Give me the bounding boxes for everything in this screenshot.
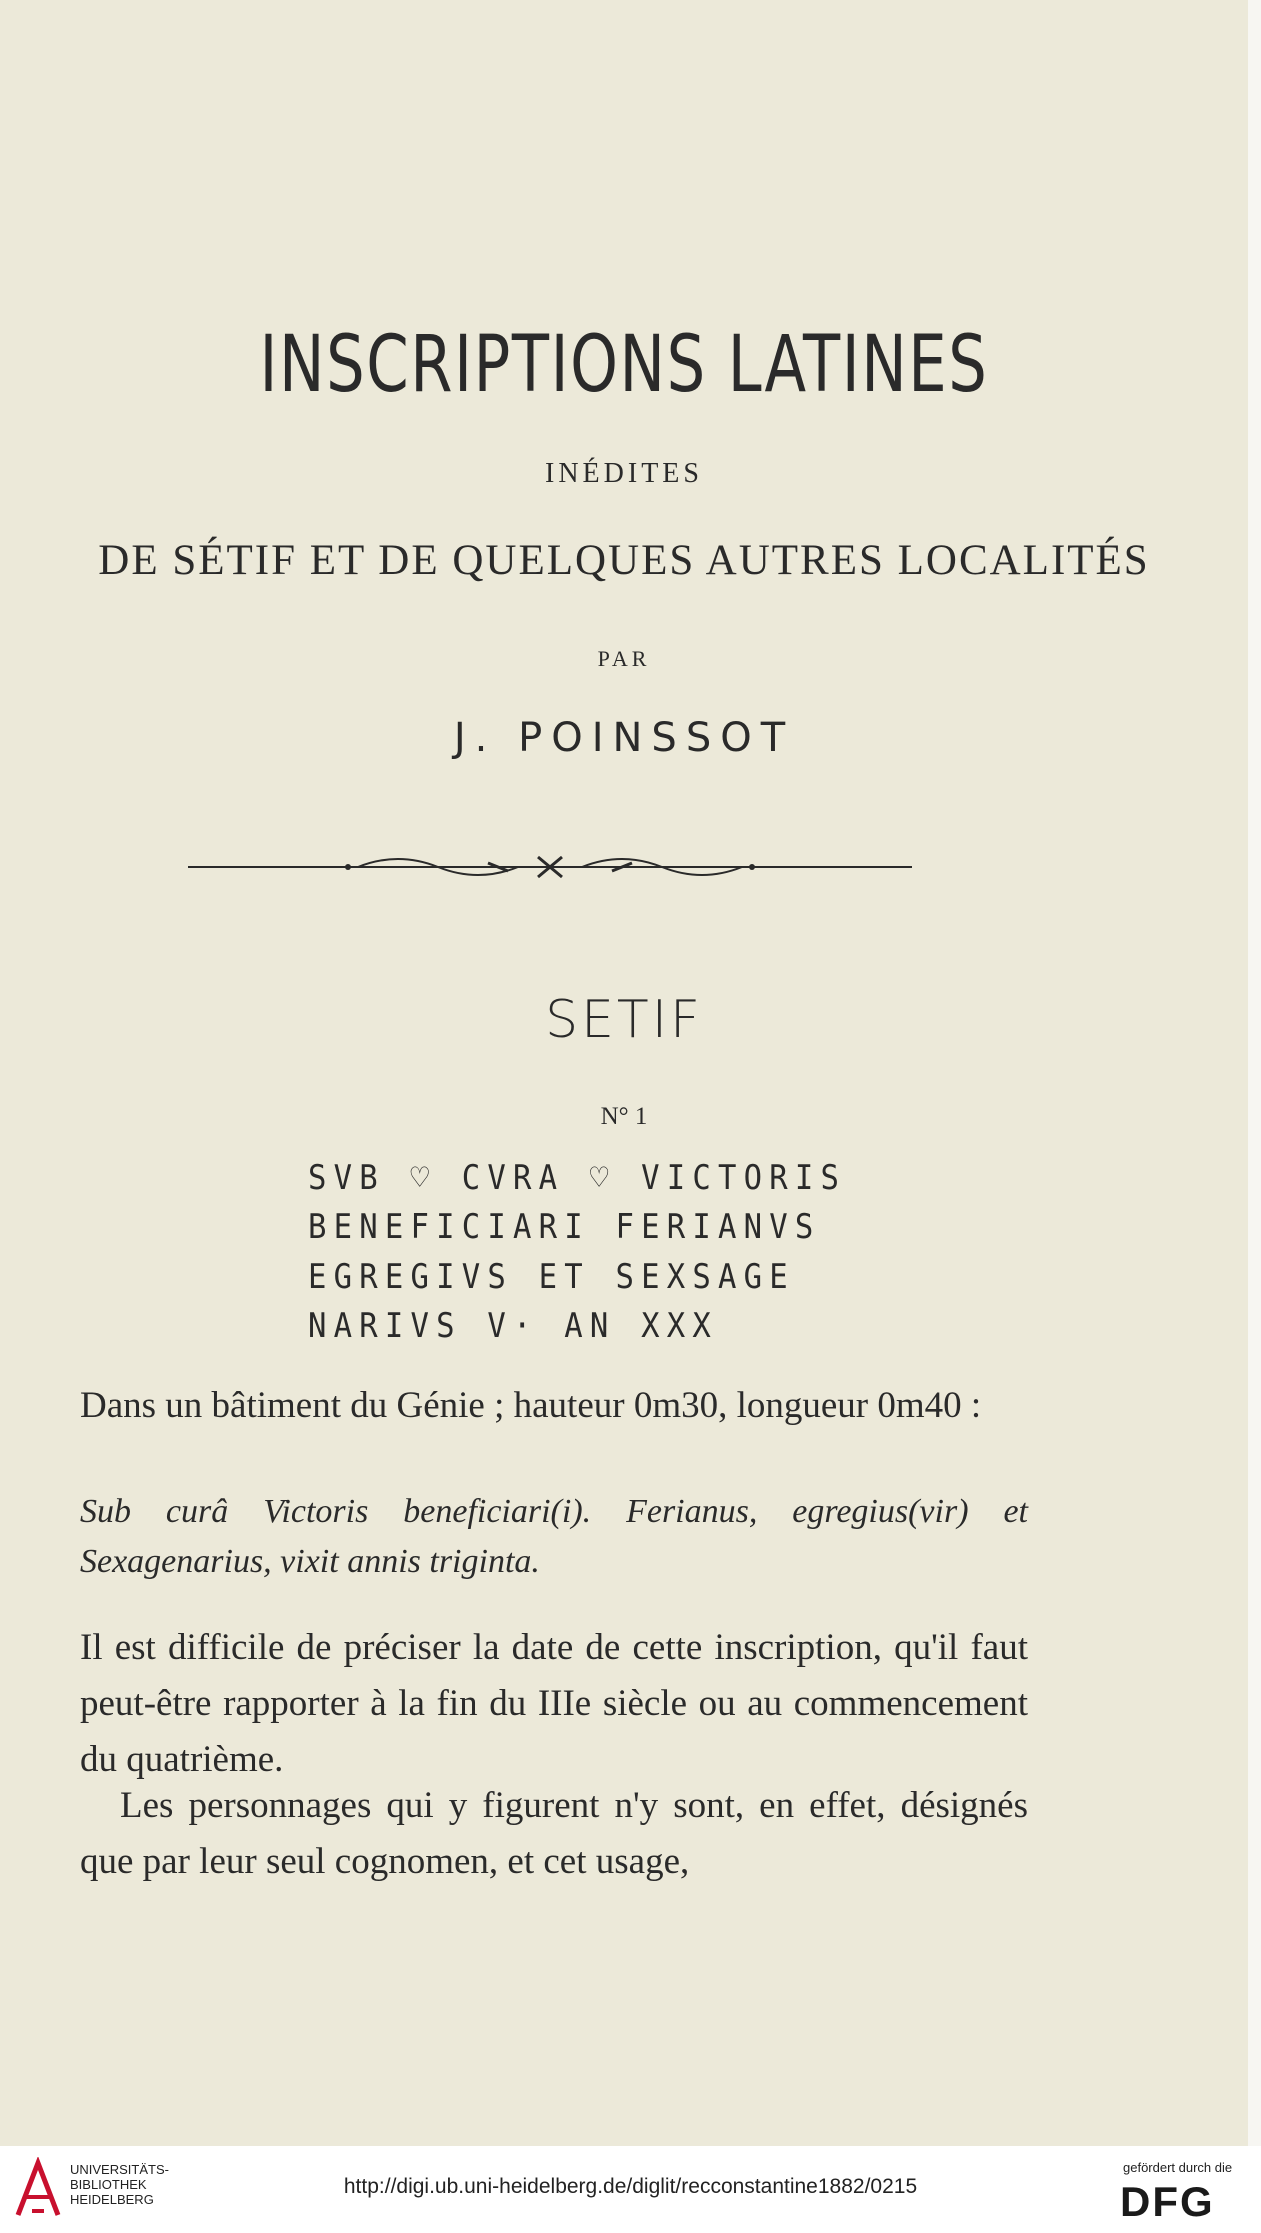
inscription-line: NARIVS V· AN XXX [308, 1306, 718, 1346]
permalink-url[interactable]: http://digi.ub.uni-heidelberg.de/diglit/recconstantine1882/0215 [343, 2175, 918, 2198]
document-title: INSCRIPTIONS LATINES [259, 320, 989, 410]
dfg-logo: DFG [1120, 2178, 1215, 2225]
paragraph: Dans un bâtiment du Génie ; hauteur 0m30, longueur 0m40 : [80, 1385, 982, 1426]
page-edge [1248, 0, 1261, 2146]
inscription-line: EGREGIVS ET SEXSAGE [308, 1257, 795, 1297]
library-line: BIBLIOTHEK [70, 2177, 147, 2192]
document-subtitle: DE SÉTIF ET DE QUELQUES AUTRES LOCALITÉS [98, 537, 1150, 584]
inscription-line: BENEFICIARI FERIANVS [308, 1207, 821, 1247]
inedites-label: INÉDITES [545, 458, 703, 489]
translation-paragraph: Sub curâ Victoris beneficiari(i). Ferianus, egregius(vir) et Sexagenarius, vixit annis triginta. [80, 1493, 1028, 1580]
funded-by-label: gefördert durch die [1123, 2160, 1233, 2175]
library-line: UNIVERSITÄTS- [70, 2162, 169, 2177]
inscription-line: SVB ♡ CVRA ♡ VICTORIS [308, 1158, 847, 1198]
inscription-number: N° 1 [600, 1103, 648, 1130]
ornament-divider [188, 843, 912, 883]
library-line: HEIDELBERG [70, 2192, 154, 2207]
paragraph: Il est difficile de préciser la date de cette inscription, qu'il faut peut-être rapporter à la fin du IIIe siècle ou au commencement du quatrième. [80, 1627, 1028, 1780]
par-label: PAR [597, 646, 651, 671]
section-heading: SETIF [545, 990, 703, 1050]
author-name: J. POINSSOT [453, 715, 795, 761]
paragraph: Les personnages qui y figurent n'y sont, en effet, désignés que par leur seul cognomen, et cet usage, [80, 1785, 1028, 1882]
